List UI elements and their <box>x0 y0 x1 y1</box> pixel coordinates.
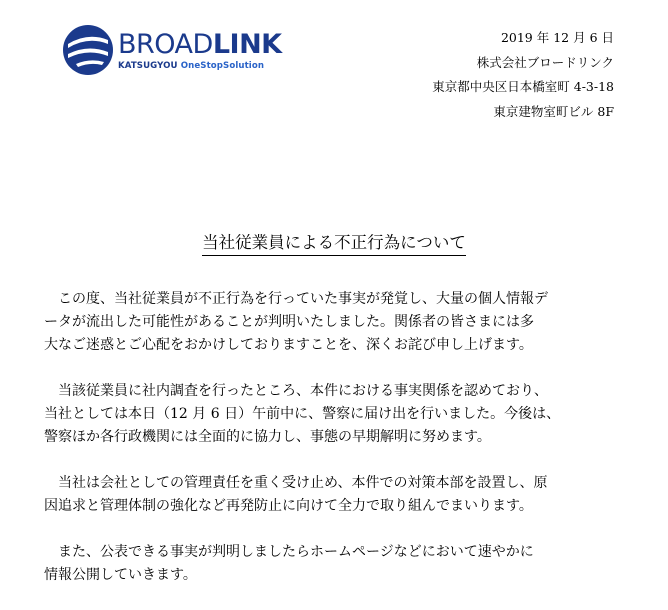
document-body <box>44 288 634 610</box>
logo-tagline-katsugyou: KATSUGYOU <box>118 61 181 71</box>
paragraph-line: また、公表できる事実が判明しましたらホームページなどにおいて速やかに <box>44 544 534 560</box>
paragraph-line: この度、当社従業員が不正行為を行っていた事実が発覚し、大量の個人情報デ <box>44 291 548 307</box>
paragraph <box>44 288 634 357</box>
logo-word-broad: BROAD <box>118 29 213 60</box>
address-line-2: 東京建物室町ビル 8F <box>493 103 614 119</box>
logo-word-link: LINK <box>212 29 282 60</box>
paragraph-line: 大なご迷惑とご心配をおかけしておりますことを、深くお詫び申し上げます。 <box>44 337 533 353</box>
paragraph <box>44 472 634 518</box>
sender-block <box>432 26 614 124</box>
paragraph-line: 因追求と管理体制の強化など再発防止に向けて全力で取り組んでまいります。 <box>44 498 533 514</box>
paragraph-line: 当社としては本日（12 月 6 日）午前中に、警察に届け出を行いました。今後は、 <box>44 406 561 422</box>
paragraph-line: 情報公開していきます。 <box>44 567 197 583</box>
address-line-1: 東京都中央区日本橋室町 4-3-18 <box>432 79 614 94</box>
logo-tagline-onestop: OneStopSolution <box>180 61 265 71</box>
company-logo <box>62 24 282 84</box>
logo-wordmark <box>118 30 282 60</box>
paragraph-line: 当該従業員に社内調査を行ったところ、本件における事実関係を認めており、 <box>44 383 548 399</box>
paragraph <box>44 541 634 587</box>
document-title-wrapper <box>0 229 668 253</box>
document-title: 当社従業員による不正行為について <box>202 233 466 256</box>
issue-date: 2019 年 12 月 6 日 <box>500 30 614 45</box>
broadlink-logo-icon <box>62 24 114 76</box>
logo-tagline <box>118 61 264 71</box>
paragraph-line: 当社は会社としての管理責任を重く受け止め、本件での対策本部を設置し、原 <box>44 475 548 491</box>
paragraph <box>44 380 634 449</box>
paragraph-line: ータが流出した可能性があることが判明いたしました。関係者の皆さまには多 <box>44 314 534 330</box>
paragraph-line: 警察ほか各行政機関には全面的に協力し、事態の早期解明に努めます。 <box>44 429 491 445</box>
company-name: 株式会社ブロードリンク <box>476 54 614 70</box>
